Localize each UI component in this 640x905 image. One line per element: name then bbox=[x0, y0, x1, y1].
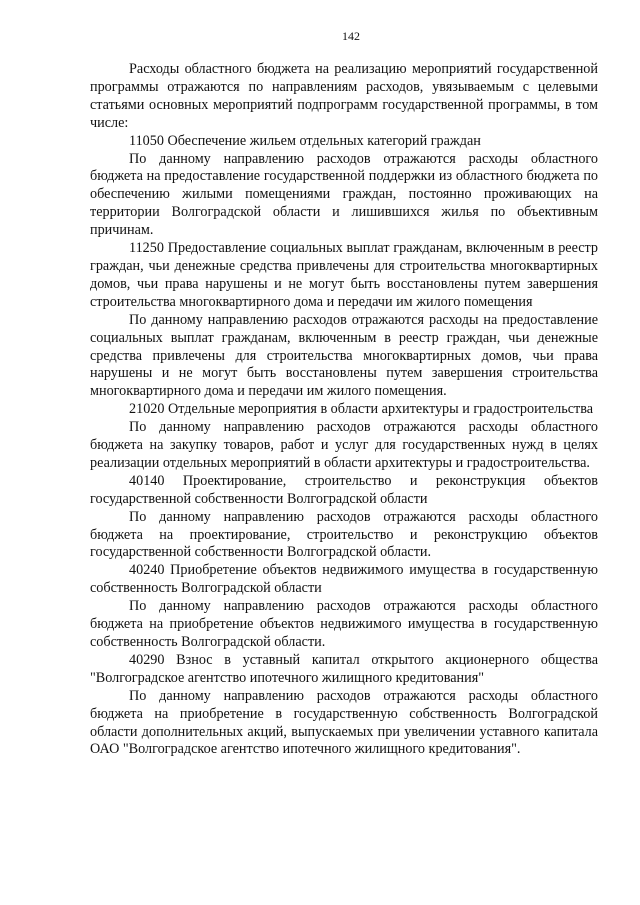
section-heading-11050: 11050 Обеспечение жильем отдельных категорий граждан bbox=[129, 132, 481, 149]
section-heading-40240: 40240 Приобретение объектов недвижимого имущества в государственную собственность Волгоградской области bbox=[90, 562, 598, 597]
section-text-11250: По данному направлению расходов отражаются расходы на предоставление социальных выплат гражданам, включенным в реестр граждан, чьи денежные средства привлечены для строительства многоквартирных домов, чьи права нарушены и не могут быть восстановлены путем завершения строительства многоквартирного дома и передачи им жилого помещения. bbox=[90, 311, 598, 400]
section-text-21020: По данному направлению расходов отражаются расходы областного бюджета на закупку товаров, работ и услуг для государственных нужд в целях реализации отдельных мероприятий в области архитектуры и градостроительства. bbox=[90, 419, 598, 471]
section-text-40290: По данному направлению расходов отражаются расходы областного бюджета на приобретение в государственную собственность Волгоградской области дополнительных акций, выпускаемых при увеличении уставного капитала ОАО "Волгоградское агентство ипотечного жилищного кредитования". bbox=[90, 687, 598, 758]
section-text-40240: По данному направлению расходов отражаются расходы областного бюджета на приобретение объектов недвижимого имущества в государственную собственность Волгоградской области. bbox=[90, 598, 598, 650]
section-heading-21020: 21020 Отдельные мероприятия в области архитектуры и градостроительства bbox=[129, 401, 594, 418]
section-heading-40290: 40290 Взнос в уставный капитал открытого акционерного общества "Волгоградское агентство ипотечного жилищного кредитования" bbox=[90, 651, 598, 686]
section-text-11050: По данному направлению расходов отражаются расходы областного бюджета на предоставление государственной поддержки из областного бюджета по обеспечению жилыми помещениями граждан, постоянно проживающих на территории Волгоградской области и лишившихся жилья по объективным причинам. bbox=[90, 150, 598, 239]
intro-paragraph: Расходы областного бюджета на реализацию мероприятий государственной программы отражаются по направлениям расходов, увязываемым с целевыми статьями основных мероприятий подпрограмм государственной программы, в том числе: bbox=[90, 61, 598, 131]
section-heading-40140: 40140 Проектирование, строительство и реконструкция объектов государственной собственности Волгоградской области bbox=[90, 472, 598, 507]
page-number: 142 bbox=[342, 29, 360, 43]
section-heading-11250: 11250 Предоставление социальных выплат гражданам, включенным в реестр граждан, чьи денежные средства привлечены для строительства многоквартирных домов, чьи права нарушены и не могут быть восстановлены путем завершения строительства многоквартирного дома и передачи им жилого помещения bbox=[90, 240, 598, 310]
document-page bbox=[90, 29, 598, 759]
section-text-40140: По данному направлению расходов отражаются расходы областного бюджета на проектирование, строительство и реконструкцию объектов государственной собственности Волгоградской области. bbox=[90, 508, 598, 561]
